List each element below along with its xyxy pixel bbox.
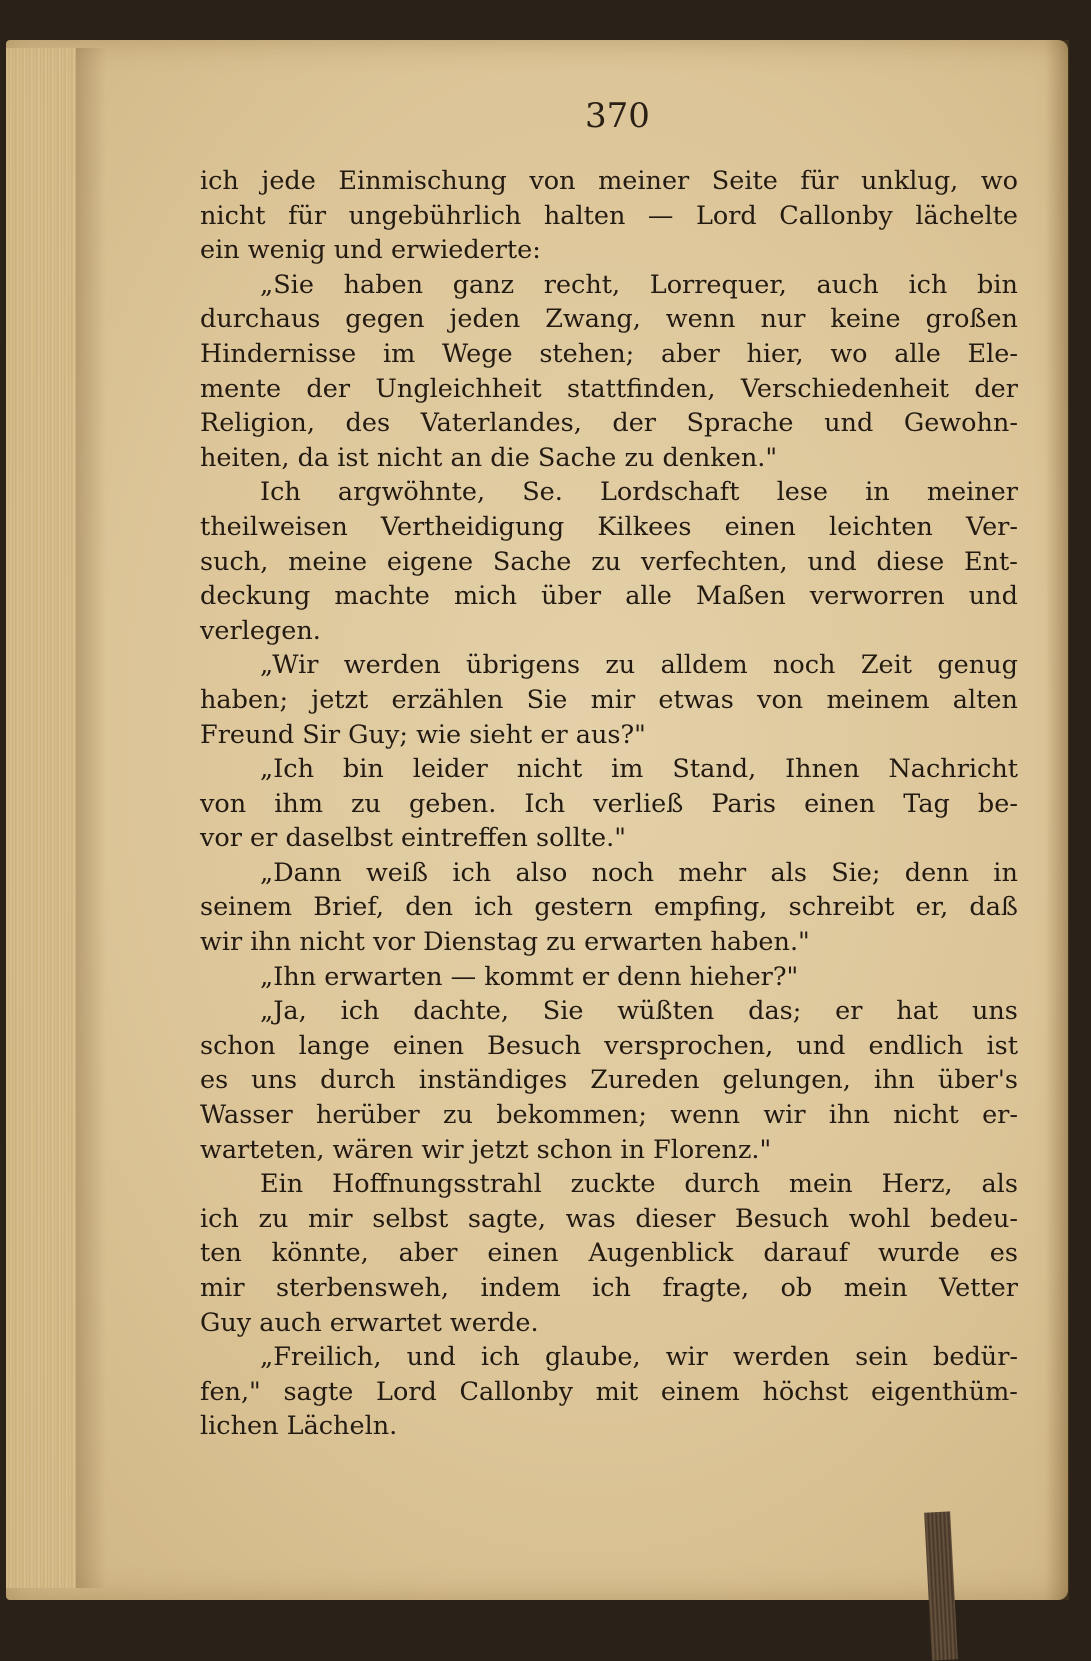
text-line: Guy auch erwartet werde. [200, 1307, 539, 1338]
text-line: Religion, des Vaterlandes, der Sprache und Gewohn- [200, 408, 1018, 439]
page-edges [6, 48, 76, 1588]
text-line: fen," sagte Lord Callonby mit einem höchst eigenthüm- [200, 1376, 1018, 1407]
text-line: nicht für ungebührlich halten — Lord Callonby lächelte [200, 200, 1018, 231]
text-line: heiten, da ist nicht an die Sache zu denken." [200, 442, 778, 473]
text-line: ich zu mir selbst sagte, was dieser Besuch wohl bedeu- [200, 1203, 1018, 1234]
text-line: „Freilich, und ich glaube, wir werden sein bedür- [260, 1342, 1018, 1373]
text-line: deckung machte mich über alle Maßen verworren und [200, 581, 1018, 612]
text-line: Wasser herüber zu bekommen; wenn wir ihn nicht er- [200, 1100, 1018, 1131]
text-line: schon lange einen Besuch versprochen, und endlich ist [200, 1030, 1018, 1061]
text-line: ten könnte, aber einen Augenblick darauf wurde es [200, 1238, 1018, 1269]
text-line: ich jede Einmischung von meiner Seite für unklug, wo [200, 166, 1018, 196]
text-line: seinem Brief, den ich gestern empfing, schreibt er, daß [200, 892, 1018, 923]
text-line: such, meine eigene Sache zu verfechten, und diese Ent- [200, 546, 1018, 577]
text-line: Freund Sir Guy; wie sieht er aus?" [200, 719, 646, 750]
text-line: mente der Ungleichheit stattfinden, Verschiedenheit der [200, 373, 1018, 404]
text-line: theilweisen Vertheidigung Kilkees einen leichten Ver- [200, 511, 1018, 542]
page-number: 370 [585, 96, 650, 136]
page-gutter [76, 48, 106, 1588]
text-line: ein wenig und erwiederte: [200, 235, 541, 266]
page-shadow [1045, 40, 1069, 1600]
text-line: „Wir werden übrigens zu alldem noch Zeit genug [260, 650, 1018, 681]
text-line: „Ihn erwarten — kommt er denn hieher?" [260, 961, 799, 992]
text-line: es uns durch inständiges Zureden gelungen, ihn über's [200, 1065, 1018, 1096]
text-line: vor er daselbst eintreffen sollte." [200, 823, 626, 854]
text-line: „Dann weiß ich also noch mehr als Sie; denn in [260, 857, 1018, 888]
text-line: warteten, wären wir jetzt schon in Florenz." [200, 1134, 772, 1165]
body-text [200, 164, 1018, 1444]
text-line: verlegen. [200, 615, 321, 646]
text-line: mir sterbensweh, indem ich fragte, ob mein Vetter [200, 1273, 1018, 1303]
text-line: Ein Hoffnungsstrahl zuckte durch mein Herz, als [260, 1169, 1018, 1200]
text-line: wir ihn nicht vor Dienstag zu erwarten haben." [200, 927, 810, 958]
text-line: lichen Lächeln. [200, 1411, 398, 1442]
text-line: durchaus gegen jeden Zwang, wenn nur keine großen [200, 304, 1018, 335]
text-line: von ihm zu geben. Ich verließ Paris einen Tag be- [200, 788, 1018, 819]
text-line: Ich argwöhnte, Se. Lordschaft lese in meiner [260, 477, 1018, 508]
text-line: „Ich bin leider nicht im Stand, Ihnen Nachricht [260, 754, 1018, 785]
text-line: „Sie haben ganz recht, Lorrequer, auch ich bin [260, 269, 1018, 300]
text-line: Hindernisse im Wege stehen; aber hier, wo alle Ele- [200, 338, 1018, 369]
text-line: haben; jetzt erzählen Sie mir etwas von meinem alten [200, 684, 1018, 715]
text-line: „Ja, ich dachte, Sie wüßten das; er hat uns [260, 996, 1018, 1027]
